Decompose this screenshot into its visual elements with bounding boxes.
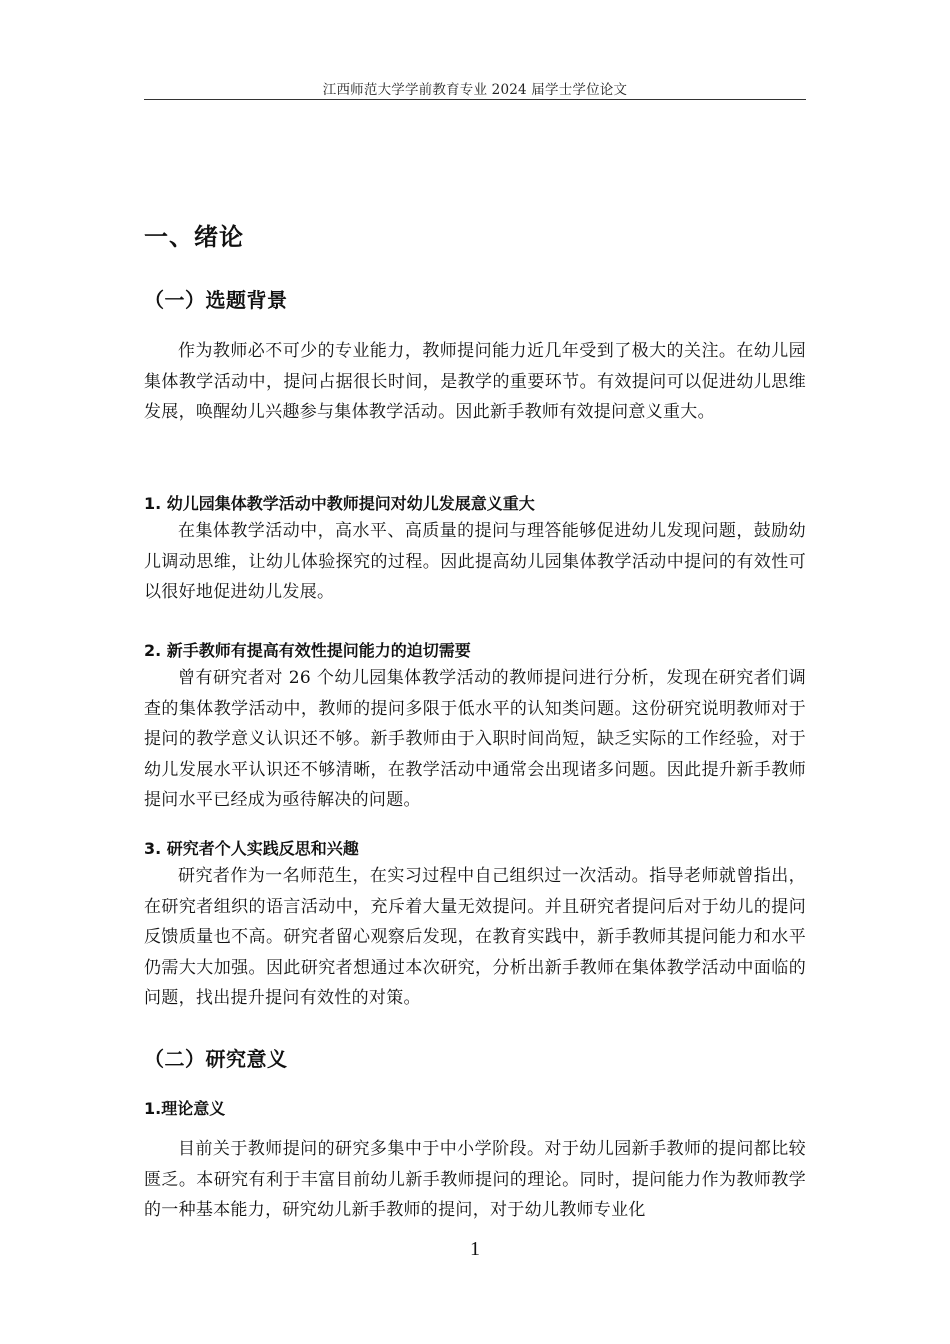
running-header: 江西师范大学学前教育专业 2024 届学士学位论文 [322,82,628,98]
subsection-paragraph-2: 曾有研究者对 26 个幼儿园集体教学活动的教师提问进行分析，发现在研究者们调查的集体教学活动中，教师的提问多限于低水平的认知类问题。这份研究说明教师对于提问的教学意义认识还不够。新手教师由于入职时间尚短，缺乏实际的工作经验，对于幼儿发展水平认识还不够清晰，在教学活动中通常会出现诸多问题。因此提升新手教师提问水平已经成为亟待解决的问题。 [144,668,806,810]
subsection-paragraph-theory: 目前关于教师提问的研究多集中于中小学阶段。对于幼儿园新手教师的提问都比较匮乏。本研究有利于丰富目前幼儿新手教师提问的理论。同时，提问能力作为教师教学的一种基本能力，研究幼儿新手教师的提问，对于幼儿教师专业化 [144,1139,806,1220]
chapter-title: 一、绪论 [144,223,244,251]
subsection-title-theory: 1.理论意义 [144,1099,226,1118]
subsection-title-3: 3. 研究者个人实践反思和兴趣 [144,839,359,858]
subsection-title-2: 2. 新手教师有提高有效性提问能力的迫切需要 [144,641,471,660]
page-number: 1 [470,1238,480,1260]
section-title-significance: （二）研究意义 [144,1047,288,1071]
background-intro-paragraph: 作为教师必不可少的专业能力，教师提问能力近几年受到了极大的关注。在幼儿园集体教学活动中，提问占据很长时间，是教学的重要环节。有效提问可以促进幼儿思维发展，唤醒幼儿兴趣参与集体教学活动。因此新手教师有效提问意义重大。 [144,341,806,422]
subsection-paragraph-1: 在集体教学活动中，高水平、高质量的提问与理答能够促进幼儿发现问题，鼓励幼儿调动思维，让幼儿体验探究的过程。因此提高幼儿园集体教学活动中提问的有效性可以很好地促进幼儿发展。 [144,521,806,602]
subsection-paragraph-3: 研究者作为一名师范生，在实习过程中自己组织过一次活动。指导老师就曾指出，在研究者组织的语言活动中，充斥着大量无效提问。并且研究者提问后对于幼儿的提问反馈质量也不高。研究者留心观察后发现，在教育实践中，新手教师其提问能力和水平仍需大大加强。因此研究者想通过本次研究，分析出新手教师在集体教学活动中面临的问题，找出提升提问有效性的对策。 [144,866,806,1008]
header-rule [144,99,806,100]
subsection-title-1: 1. 幼儿园集体教学活动中教师提问对幼儿发展意义重大 [144,494,535,513]
section-title-background: （一）选题背景 [144,288,288,312]
